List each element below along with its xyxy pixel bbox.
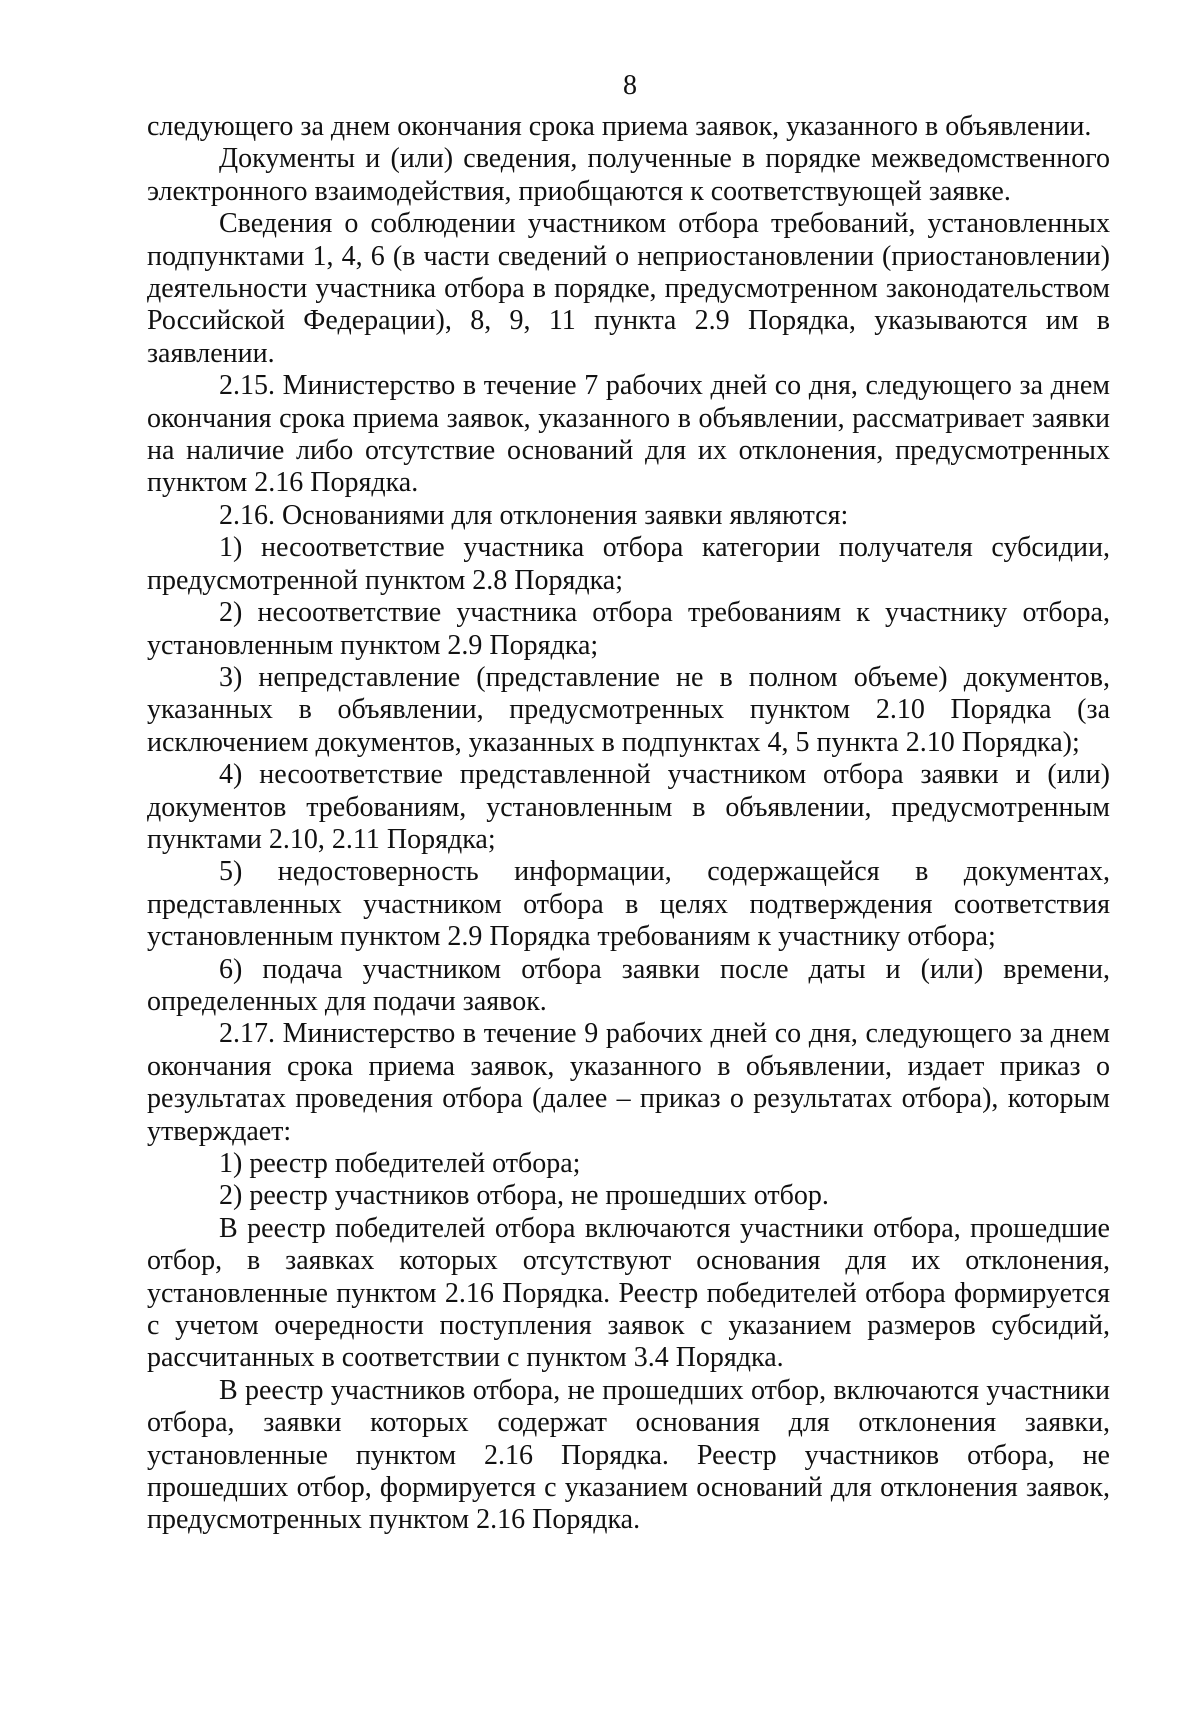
list-item-2-16-4: 4) несоответствие представленной участником отбора заявки и (или) документов требованиям, установленным в объявлении, предусмотренным пунктами 2.10, 2.11 Порядка; [147,759,1110,855]
paragraph-2-15: 2.15. Министерство в течение 7 рабочих дней со дня, следующего за днем окончания срока приема заявок, указанного в объявлении, рассматривает заявки на наличие либо отсутствие оснований для их отклонения, предусмотренных пунктом 2.16 Порядка. [147,370,1110,499]
list-item-2-16-6: 6) подача участником отбора заявки после даты и (или) времени, определенных для подачи заявок. [147,953,1110,1017]
list-item-2-17-2: 2) реестр участников отбора, не прошедших отбор. [219,1180,829,1212]
paragraph-interagency-documents: Документы и (или) сведения, полученные в порядке межведомственного электронного взаимодействия, приобщаются к соответствующей заявке. [147,143,1110,207]
list-item-2-16-5: 5) недостоверность информации, содержащейся в документах, представленных участником отбора в целях подтверждения соответствия установленным пунктом 2.9 Порядка требованиям к участнику отбора; [147,856,1110,953]
paragraph-rejected-registry: В реестр участников отбора, не прошедших отбор, включаются участники отбора, заявки которых содержат основания для отклонения заявки, установленные пунктом 2.16 Порядка. Реестр участников отбора, не прошедших отбор, формируется с указанием оснований для отклонения заявок, предусмотренных пунктом 2.16 Порядка. [147,1374,1110,1536]
paragraph-continuation: следующего за днем окончания срока приема заявок, указанного в объявлении. [147,111,1092,142]
paragraph-2-16: 2.16. Основаниями для отклонения заявки являются: [219,499,849,531]
paragraph-compliance-info: Сведения о соблюдении участником отбора требований, установленных подпунктами 1, 4, 6 (в части сведений о неприостановлении (приостановлении) деятельности участника отбора в порядке, предусмотренном законодательством Российской Федерации), 8, 9, 11 пункта 2.9 Порядка, указываются им в заявлении. [147,208,1110,369]
document-body [147,111,1110,1537]
list-item-2-17-1: 1) реестр победителей отбора; [219,1148,581,1179]
list-item-2-16-3: 3) непредставление (представление не в полном объеме) документов, указанных в объявлении, предусмотренных пунктом 2.10 Порядка (за исключением документов, указанных в подпунктах 4, 5 пункта 2.10 Порядка); [147,661,1110,758]
paragraph-2-17: 2.17. Министерство в течение 9 рабочих дней со дня, следующего за днем окончания срока приема заявок, указанного в объявлении, издает приказ о результатах проведения отбора (далее – приказ о результатах отбора), которым утверждает: [147,1018,1110,1147]
paragraph-winners-registry: В реестр победителей отбора включаются участники отбора, прошедшие отбор, в заявках которых отсутствуют основания для их отклонения, установленные пунктом 2.16 Порядка. Реестр победителей отбора формируется с учетом очередности поступления заявок с указанием размеров субсидий, рассчитанных в соответствии с пунктом 3.4 Порядка. [147,1212,1110,1374]
page-number: 8 [623,70,637,101]
list-item-2-16-2: 2) несоответствие участника отбора требованиям к участнику отбора, установленным пунктом 2.9 Порядка; [147,597,1110,661]
list-item-2-16-1: 1) несоответствие участника отбора категории получателя субсидии, предусмотренной пунктом 2.8 Порядка; [147,532,1110,596]
